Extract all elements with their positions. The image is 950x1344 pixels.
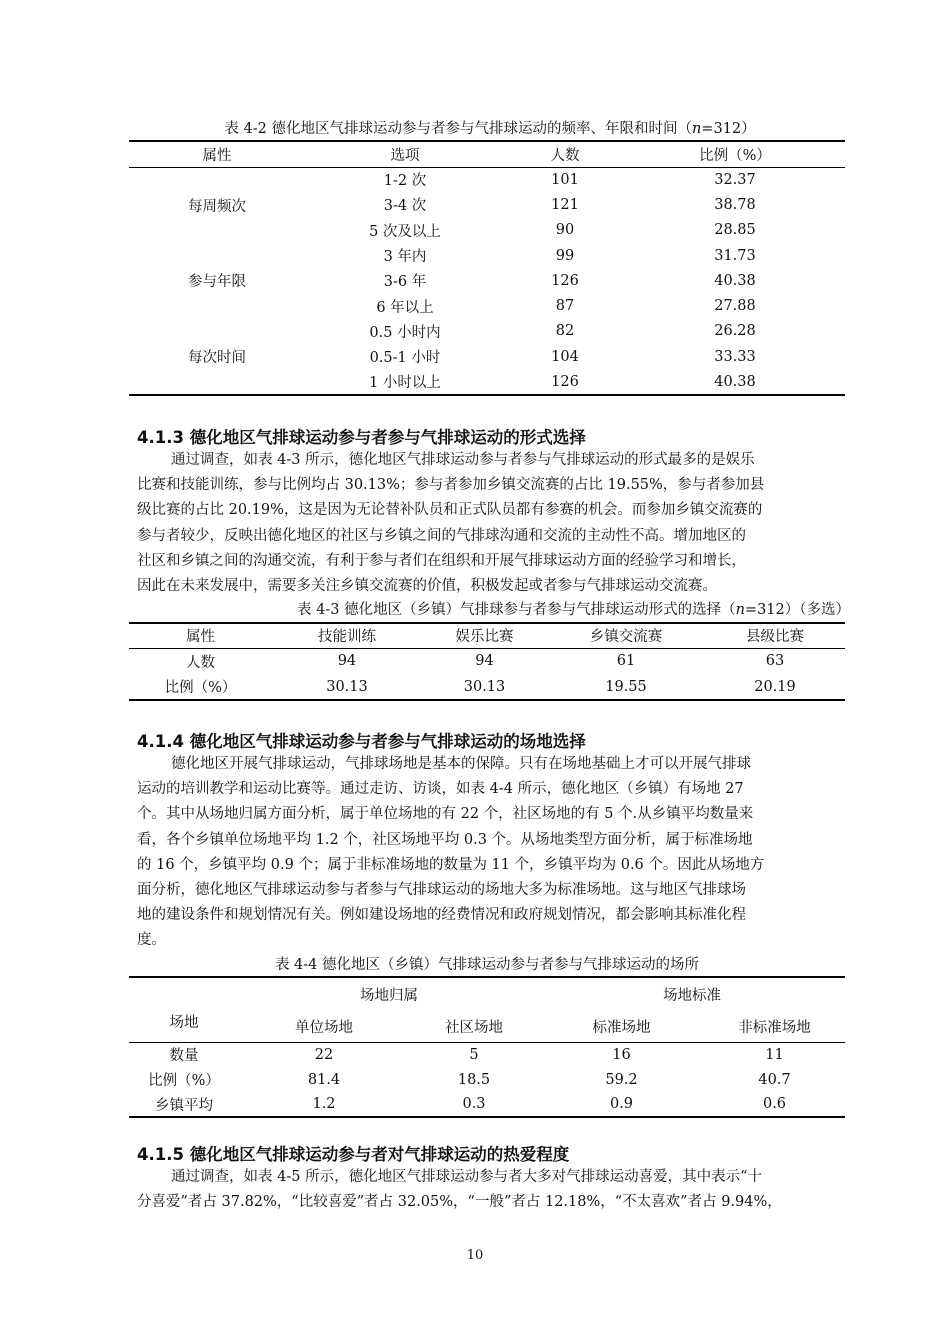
paragraph-line: 度。: [137, 932, 166, 949]
count-cell: 87: [555, 298, 575, 315]
paragraph-line: 的 16 个，乡镇平均 0.9 个；属于非标准场地的数量为 11 个，乡镇平均为 0.6 个。因此从场地方: [137, 856, 765, 873]
paragraph-line: 个。其中从场地归属方面分析，属于单位场地的有 22 个，社区场地的有 5 个.从乡镇平均数量来: [137, 806, 754, 823]
ratio-cell: 40.38: [714, 373, 756, 390]
data-cell: 18.5: [457, 1071, 491, 1088]
ratio-cell: 28.85: [714, 222, 756, 239]
header-cell: 选项: [390, 147, 420, 164]
paragraph-line: 通过调查，如表 4-5 所示，德化地区气排球运动参与者大多对气排球运动喜爱，其中表示“十: [171, 1169, 762, 1185]
table-row: [129, 1067, 845, 1092]
count-cell: 126: [551, 373, 579, 390]
ratio-cell: 38.78: [714, 196, 756, 213]
data-cell: 20.19: [754, 678, 796, 695]
paragraph-line: 看，各个乡镇单位场地平均 1.2 个，社区场地平均 0.3 个。从场地类型方面分析，属于标准场地: [137, 831, 753, 848]
row-label: 比例（%）: [164, 680, 237, 696]
header-cell: 乡镇交流赛: [589, 629, 663, 646]
page-number: 10: [466, 1248, 484, 1263]
data-cell: 1.2: [312, 1096, 336, 1112]
paragraph-line: 因此在未来发展中，需要多关注乡镇交流赛的价值，积极发起或者参与气排球运动交流赛。: [137, 578, 717, 595]
attr-cell: 每次时间: [129, 319, 305, 395]
data-cell: 40.7: [758, 1071, 791, 1088]
data-cell: 30.13: [326, 678, 368, 695]
row-label: 比例（%）: [148, 1073, 220, 1089]
header-cell: 县级比赛: [746, 629, 804, 646]
table-row: [129, 1092, 845, 1117]
table-row: [129, 243, 845, 268]
data-cell: 81.4: [307, 1071, 341, 1088]
ratio-cell: 26.28: [714, 323, 756, 340]
option-cell: 1 小时以上: [369, 375, 441, 392]
count-cell: 82: [555, 323, 575, 340]
data-cell: 5: [469, 1046, 479, 1063]
header-cell: 非标准场地: [738, 1019, 811, 1036]
paragraph-line: 地的建设条件和规划情况有关。例如建设场地的经费情况和政府规划情况，都会影响其标准化程: [137, 907, 746, 924]
count-cell: 101: [551, 171, 579, 188]
section-4-1-3-paragraph: [137, 448, 843, 599]
section-4-1-4-paragraph: [137, 752, 843, 954]
paragraph-line: 面分析，德化地区气排球运动参与者参与气排球运动的场地大多为标准场地。这与地区气排球场: [137, 882, 746, 899]
group-header-standard: 场地标准: [663, 988, 721, 1004]
header-cell: 技能训练: [318, 629, 376, 646]
table-4-3: [129, 622, 845, 701]
option-cell: 6 年以上: [376, 299, 434, 316]
header-cell: 人数: [550, 147, 580, 164]
paragraph-line: 社区和乡镇之间的沟通交流，有利于参与者们在组织和开展气排球运动方面的经验学习和增长，: [137, 552, 746, 569]
paragraph-line: 运动的培训教学和运动比赛等。通过走访、访谈，如表 4-4 所示，德化地区（乡镇）有场地 27: [137, 781, 744, 798]
header-cell: 属性: [186, 629, 215, 646]
table-row: [129, 1042, 845, 1067]
data-cell: 16: [612, 1046, 631, 1063]
header-cell: 单位场地: [295, 1019, 353, 1036]
caption-text-end: =312）（多选）: [744, 602, 850, 618]
table-4-4: [129, 976, 845, 1118]
caption-text-end: =312）: [701, 121, 756, 137]
option-cell: 0.5-1 小时: [369, 350, 441, 367]
data-cell: 63: [765, 653, 785, 670]
option-cell: 5 次及以上: [369, 223, 441, 240]
caption-text: 表 4-2 德化地区气排球运动参与者参与气排球运动的频率、年限和时间（: [224, 121, 692, 137]
paragraph-line: 通过调查，如表 4-3 所示，德化地区气排球运动参与者参与气排球运动的形式最多的是娱乐: [171, 452, 755, 468]
table-4-3-caption: [200, 598, 850, 619]
ratio-cell: 31.73: [714, 247, 756, 264]
option-cell: 3-4 次: [383, 198, 427, 215]
header-cell: 标准场地: [592, 1019, 651, 1036]
data-cell: 59.2: [605, 1071, 638, 1088]
count-cell: 104: [551, 348, 579, 365]
data-cell: 30.13: [463, 678, 506, 695]
caption-n: n: [735, 602, 745, 618]
option-cell: 1-2 次: [383, 173, 427, 190]
count-cell: 126: [551, 272, 579, 289]
row-label: 数量: [169, 1048, 199, 1065]
table-row: [129, 674, 845, 700]
section-4-1-3-heading: 4.1.3 德化地区气排球运动参与者参与气排球运动的形式选择: [137, 428, 586, 447]
data-cell: 22: [314, 1046, 334, 1063]
ratio-cell: 40.38: [714, 272, 756, 289]
count-cell: 121: [551, 196, 579, 213]
caption-text: 表 4-3 德化地区（乡镇）气排球参与者参与气排球运动形式的选择（: [297, 602, 736, 618]
ratio-cell: 27.88: [714, 298, 756, 315]
header-cell: 娱乐比赛: [455, 629, 514, 646]
ratio-cell: 33.33: [714, 348, 756, 365]
table-row: [129, 319, 845, 344]
paragraph-line: 分喜爱”者占 37.82%，“比较喜爱”者占 32.05%，“一般”者占 12.18%，“不太喜欢”者占 9.94%，: [137, 1194, 782, 1211]
data-cell: 0.3: [462, 1096, 486, 1112]
section-4-1-4-heading: 4.1.4 德化地区气排球运动参与者参与气排球运动的场地选择: [137, 732, 586, 751]
data-cell: 0.9: [609, 1096, 634, 1112]
data-cell: 94: [337, 653, 357, 670]
table-4-2-caption: [120, 117, 860, 138]
row-label: 人数: [186, 654, 215, 671]
section-4-1-5-heading: 4.1.5 德化地区气排球运动参与者对气排球运动的热爱程度: [137, 1145, 570, 1164]
data-cell: 94: [475, 653, 494, 670]
header-cell: 社区场地: [445, 1019, 503, 1036]
data-cell: 19.55: [605, 678, 647, 695]
option-cell: 0.5 小时内: [369, 324, 441, 341]
option-cell: 3 年内: [383, 249, 427, 266]
attr-cell: 参与年限: [188, 274, 246, 291]
header-cell: 场地: [169, 1015, 199, 1031]
ratio-cell: 32.37: [714, 171, 756, 188]
attr-cell: 每周频次: [188, 198, 246, 215]
paragraph-line: 参与者较少，反映出德化地区的社区与乡镇之间的气排球沟通和交流的主动性不高。增加地区的: [137, 527, 746, 544]
table-row: [129, 648, 845, 674]
table-4-4-caption: 表 4-4 德化地区（乡镇）气排球运动参与者参与气排球运动的场所: [274, 957, 700, 973]
header-cell: 比例（%）: [699, 147, 771, 164]
table-row: [129, 167, 845, 192]
data-cell: 61: [616, 653, 636, 670]
data-cell: 0.6: [762, 1096, 787, 1112]
section-4-1-5-paragraph: [137, 1165, 843, 1215]
paragraph-line: 比赛和技能训练，参与比例均占 30.13%；参与者参加乡镇交流赛的占比 19.55%，参与者参加县: [137, 477, 765, 494]
data-cell: 11: [765, 1046, 784, 1063]
caption-n: n: [691, 121, 702, 137]
header-cell: 属性: [202, 147, 232, 164]
paragraph-line: 级比赛的占比 20.19%，这是因为无论替补队员和正式队员都有参赛的机会。而参加乡镇交流赛的: [137, 502, 763, 519]
table-4-2: [129, 140, 845, 396]
row-label: 乡镇平均: [155, 1097, 213, 1114]
paragraph-line: 德化地区开展气排球运动，气排球场地是基本的保障。只有在场地基础上才可以开展气排球: [171, 756, 751, 772]
group-header-ownership: 场地归属: [360, 988, 418, 1004]
count-cell: 90: [555, 222, 575, 239]
empty-header-cell: [129, 977, 239, 1011]
option-cell: 3-6 年: [383, 274, 427, 291]
count-cell: 99: [555, 247, 575, 264]
